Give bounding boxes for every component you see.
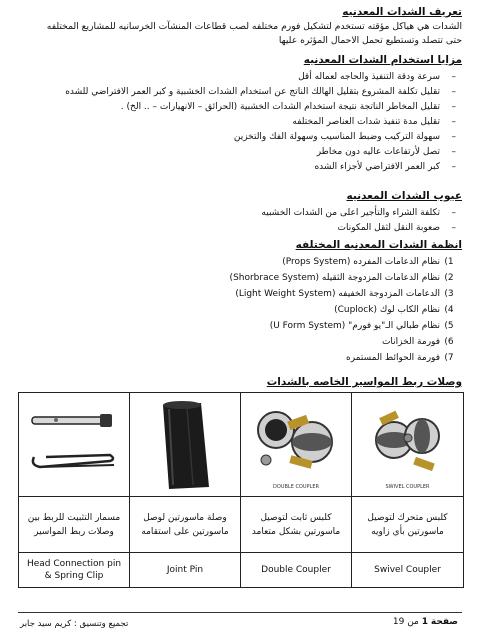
double-coupler-description: كلبس ثابت لتوصيل ماسورتين بشكل متعامد (241, 497, 352, 553)
joint-pin-description: وصلة ماسورتين لوصل ماسورتين على استقامه (130, 497, 241, 553)
definition-line-2: حتى تتصلد وتستطيع تحمل الاحمال المؤثره عليها (278, 35, 462, 46)
systems-heading: انظمة الشدات المعدنيه المختلفه (295, 239, 462, 251)
advantages-heading: مزايا استخدام الشدات المعدنيه (303, 54, 462, 66)
list-item (20, 286, 458, 302)
double-coupler-name: Double Coupler (241, 553, 352, 587)
item-text: نظام الدعامات المزدوجة الثقيله (Shorbrace System) (229, 273, 440, 283)
item-number: 3) (444, 289, 454, 299)
list-item (20, 302, 458, 318)
definition-text (18, 20, 462, 48)
list-item: – تقليل المخاطر الناتجة نتيجة استخدام الشدات الخشبية (الحرائق – الانهيارات – .. الخ) . (20, 100, 456, 115)
page-word: صفحة (430, 617, 458, 627)
connections-table (18, 392, 464, 588)
swivel-coupler-caption: SWIVEL COUPLER (385, 483, 430, 490)
item-text: نظام طبالي الـ"يو فورم" (U Form System) (269, 321, 440, 331)
item-text: فورمة الحوائط المستمره (346, 353, 440, 363)
footer-divider (18, 612, 462, 613)
swivel-coupler-description: كلبس متحرك لتوصيل ماسورتين بأي زاويه (352, 497, 463, 553)
head-pin-image-cell (19, 393, 130, 497)
item-number: 4) (444, 305, 454, 315)
joint-pin-icon (147, 397, 223, 493)
list-item: – تقليل مدة تنفيذ شدات العناصر المختلفه (20, 115, 456, 130)
joint-pin-image-cell (130, 393, 241, 497)
swivel-coupler-image-cell (352, 393, 463, 497)
page-current: 1 (421, 617, 428, 627)
footer-credit: تجميع وتنسيق : كريم سيد جابر (20, 619, 129, 629)
systems-list (20, 254, 458, 366)
list-item: – سرعة ودقة التنفيذ والحاجه لعماله أقل (20, 70, 456, 85)
list-item: – سهولة التركيب وضبط المناسيب وسهولة الفك والتخزين (20, 130, 456, 145)
joint-pin-name: Joint Pin (130, 553, 241, 587)
page-of: من (407, 617, 419, 627)
page-number (393, 617, 458, 627)
definition-line-1: الشدات هي هياكل مؤقته تستخدم لتشكيل فورم مختلفه لصب قطاعات المنشآت الخرسانيه للمشاريع المختلفه (46, 21, 462, 32)
list-item (20, 334, 458, 350)
connections-heading: وصلات ربط المواسير الخاصه بالشدات (266, 376, 462, 388)
list-item (20, 254, 458, 270)
item-text: الدعامات المزدوجة الخفيفه (Light Weight System) (235, 289, 440, 299)
list-item (20, 350, 458, 366)
swivel-coupler-name: Swivel Coupler (374, 565, 441, 575)
disadvantages-list (20, 206, 456, 236)
double-coupler-icon (246, 400, 346, 484)
definition-heading: تعريف الشدات المعدنيه (342, 6, 462, 18)
item-text: فورمة الخزانات (381, 337, 440, 347)
list-item: – تكلفة الشراء والتأجير اعلى من الشدات الخشبيه (20, 206, 456, 221)
double-coupler-image-cell (241, 393, 352, 497)
item-number: 1) (444, 257, 454, 267)
page-total: 19 (392, 617, 405, 627)
item-text: نظام الكاب لوك (Cuplock) (334, 305, 440, 315)
head-pin-name: Head Connection pin & Spring Clip (19, 553, 130, 587)
list-item (20, 318, 458, 334)
item-number: 6) (444, 337, 454, 347)
item-text: نظام الدعامات المفرده (Props System) (282, 257, 440, 267)
list-item: – تصل لأرتفاعات عاليه دون مخاطر (20, 145, 456, 160)
swivel-coupler-icon (358, 400, 458, 484)
list-item: – تقليل تكلفة المشروع بتقليل الهالك الناتج عن استخدام الشدات الخشبية و كبر العمر الافتراضي للشده (20, 85, 456, 100)
item-number: 5) (444, 321, 454, 331)
item-number: 7) (444, 353, 454, 363)
disadvantages-heading: عيوب الشدات المعدنيه (346, 190, 462, 202)
list-item: – صعوبة النقل لثقل المكونات (20, 221, 456, 236)
item-number: 2) (444, 273, 454, 283)
head-pin-description: مسمار التثبيت للربط بين وصلات ربط المواسير (19, 497, 130, 553)
list-item: – كبر العمر الافتراضي لأجزاء الشده (20, 160, 456, 175)
head-pin-icon (26, 405, 122, 485)
advantages-list (20, 70, 456, 175)
double-coupler-caption: DOUBLE COUPLER (273, 483, 319, 490)
list-item (20, 270, 458, 286)
